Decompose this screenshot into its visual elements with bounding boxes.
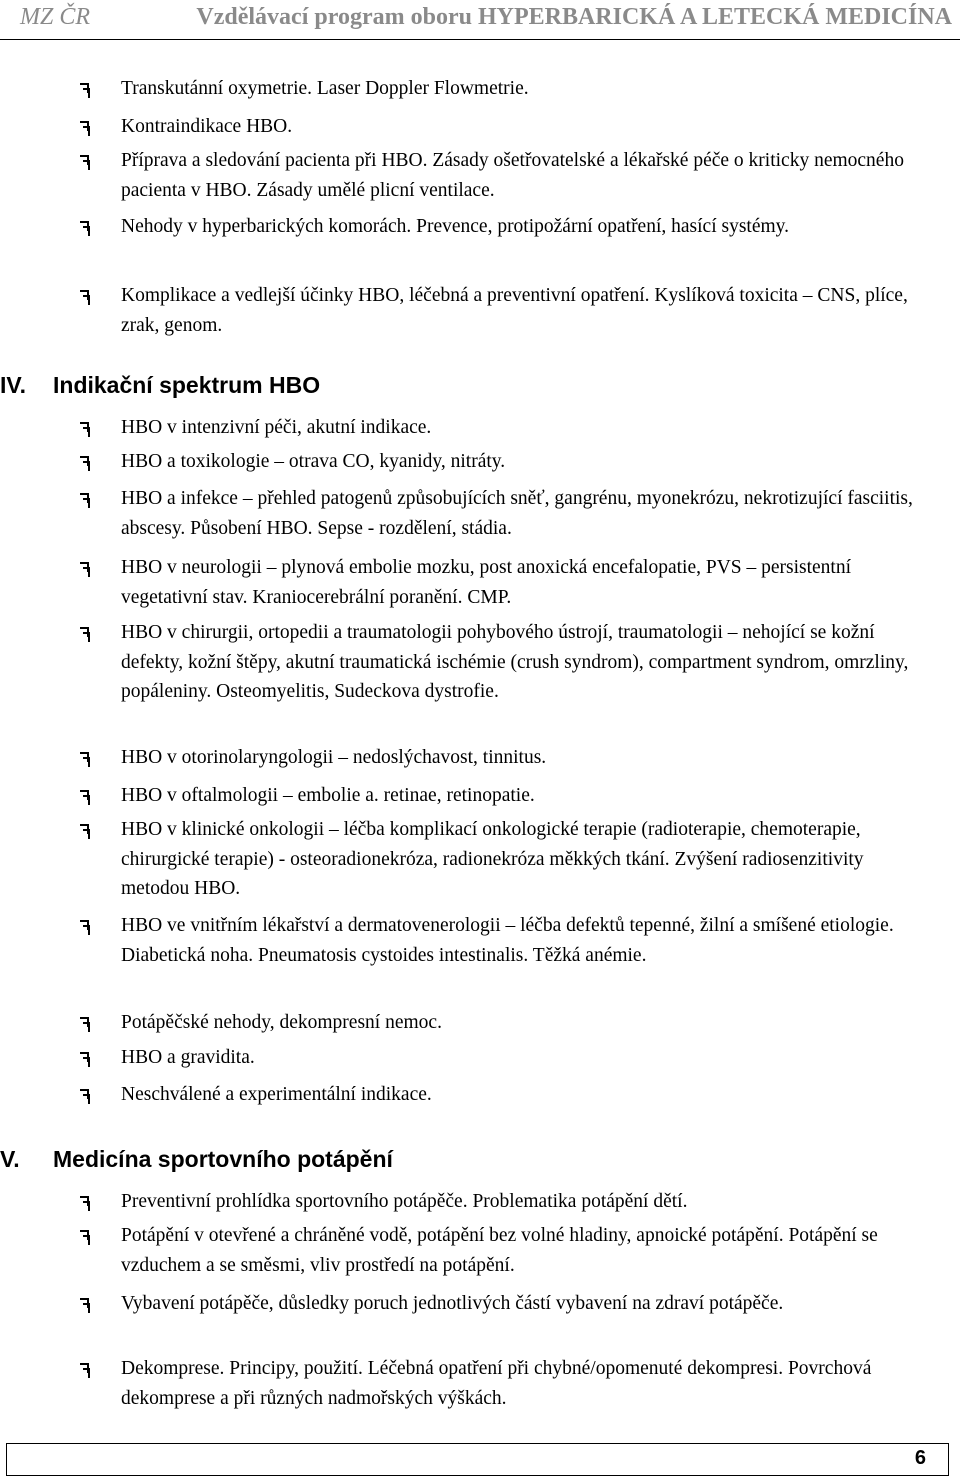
list-item: HBO a gravidita. (80, 1043, 930, 1073)
list-item: Potápění v otevřené a chráněné vodě, potápění bez volné hladiny, apnoické potápění. Potápění se vzduchem a se směsmi, vliv prostředí na potápění. (80, 1221, 930, 1280)
bullet-icon (80, 752, 89, 762)
page-number: 6 (914, 1447, 926, 1469)
bullet-icon (80, 221, 89, 231)
list-item: Dekomprese. Principy, použití. Léčebná opatření při chybné/opomenuté dekompresi. Povrchová dekomprese a při různých nadmořských výškách. (80, 1354, 930, 1413)
list-item: Transkutánní oxymetrie. Laser Doppler Flowmetrie. (80, 74, 930, 104)
bullet-icon (80, 1298, 89, 1308)
list-item: HBO v intenzivní péči, akutní indikace. (80, 413, 930, 443)
bullet-icon (80, 920, 89, 930)
bullet-icon (80, 422, 89, 432)
list-item: Preventivní prohlídka sportovního potápěče. Problematika potápění dětí. (80, 1187, 930, 1217)
list-item: Neschválené a experimentální indikace. (80, 1080, 930, 1110)
section-heading (0, 370, 335, 400)
list-item: HBO v chirurgii, ortopedii a traumatologii pohybového ústrojí, traumatologii – nehojící se kožní defekty, kožní štěpy, akutní traumatická ischémie (crush syndrom), compartment syndrom, omrzliny, popáleniny. Osteomyelitis, Sudeckova dystrofie. (80, 618, 930, 707)
bullet-icon (80, 824, 89, 834)
bullet-icon (80, 290, 89, 300)
list-item: HBO a infekce – přehled patogenů způsobujících sněť, gangrénu, myonekrózu, nekrotizující fasciitis, abscesy. Působení HBO. Sepse - rozdělení, stádia. (80, 484, 930, 543)
section-number: V. (0, 1146, 20, 1172)
list-item: HBO ve vnitřním lékařství a dermatovenerologii – léčba defektů tepenné, žilní a smíšené etiologie. Diabetická noha. Pneumatosis cystoides intestinalis. Těžká anémie. (80, 911, 930, 970)
list-item: HBO v oftalmologii – embolie a. retinae, retinopatie. (80, 781, 930, 811)
bullet-icon (80, 1196, 89, 1206)
section-title: Medicína sportovního potápění (53, 1146, 393, 1172)
header-left: MZ ČR (20, 4, 91, 30)
bullet-icon (80, 83, 89, 93)
bullet-icon (80, 562, 89, 572)
bullet-icon (80, 155, 89, 165)
bullet-icon (80, 121, 89, 131)
list-item: HBO v klinické onkologii – léčba komplikací onkologické terapie (radioterapie, chemoterapie, chirurgické terapie) - osteoradionekróza, radionekróza měkkých tkání. Zvýšení radiosenzitivity metodou HBO. (80, 815, 930, 904)
list-item: HBO v neurologii – plynová embolie mozku, post anoxická encefalopatie, PVS – persistentní vegetativní stav. Kraniocerebrální poranění. CMP. (80, 553, 930, 612)
list-item: HBO v otorinolaryngologii – nedoslýchavost, tinnitus. (80, 743, 930, 773)
list-item: HBO a toxikologie – otrava CO, kyanidy, nitráty. (80, 447, 930, 477)
header-title: Vzdělávací program oboru HYPERBARICKÁ A LETECKÁ MEDICÍNA (196, 4, 952, 30)
list-item: Vybavení potápěče, důsledky poruch jednotlivých částí vybavení na zdraví potápěče. (80, 1289, 930, 1319)
section-title: Indikační spektrum HBO (53, 372, 321, 398)
bullet-icon (80, 1089, 89, 1099)
bullet-icon (80, 456, 89, 466)
section-heading (0, 1144, 408, 1174)
bullet-icon (80, 1052, 89, 1062)
page-header (0, 0, 960, 40)
page-footer (6, 1443, 949, 1476)
list-item: Komplikace a vedlejší účinky HBO, léčebná a preventivní opatření. Kyslíková toxicita – CNS, plíce, zrak, genom. (80, 281, 930, 340)
bullet-icon (80, 493, 89, 503)
bullet-icon (80, 790, 89, 800)
list-item: Kontraindikace HBO. (80, 112, 930, 142)
bullet-icon (80, 627, 89, 637)
bullet-icon (80, 1363, 89, 1373)
list-item: Příprava a sledování pacienta při HBO. Zásady ošetřovatelské a lékařské péče o kriticky nemocného pacienta v HBO. Zásady umělé plicní ventilace. (80, 146, 930, 205)
section-number: IV. (0, 372, 27, 398)
bullet-icon (80, 1017, 89, 1027)
list-item: Nehody v hyperbarických komorách. Prevence, protipožární opatření, hasící systémy. (80, 212, 930, 242)
list-item: Potápěčské nehody, dekompresní nemoc. (80, 1008, 930, 1038)
bullet-icon (80, 1230, 89, 1240)
